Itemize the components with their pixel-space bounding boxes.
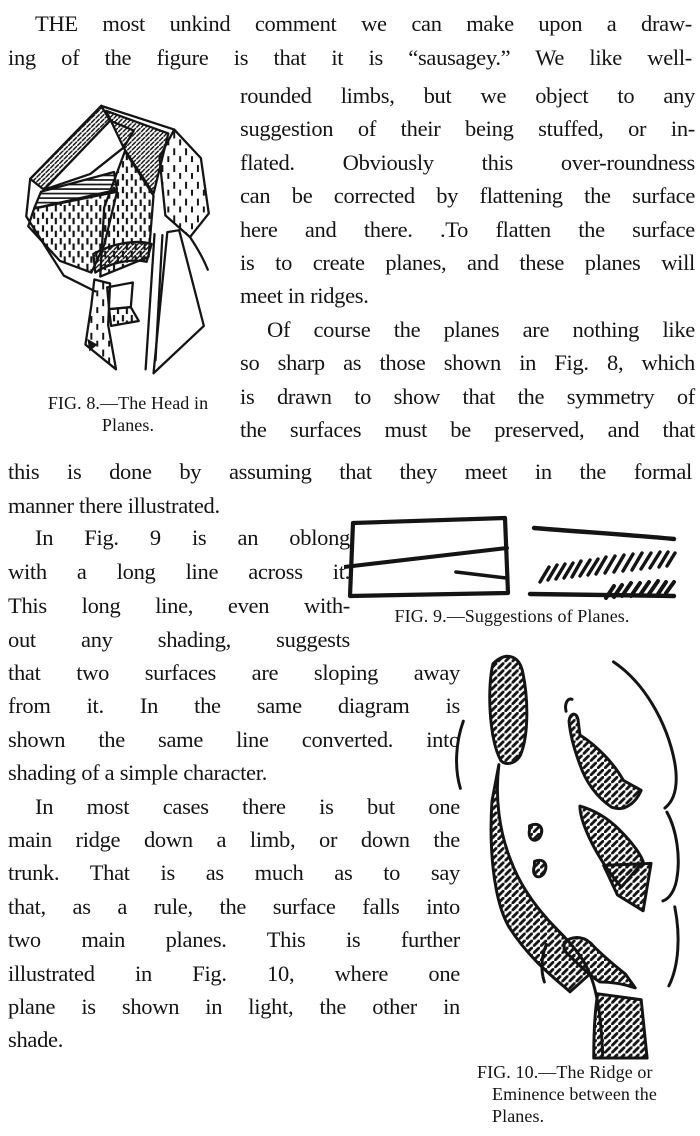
text-line: main ridge down a limb, or down the xyxy=(8,827,460,853)
text-line: can be corrected by flattening the surface xyxy=(240,183,695,209)
text-line: suggestion of their being stuffed, or in- xyxy=(240,116,695,142)
figure-8-caption xyxy=(22,392,234,436)
figure-9-caption xyxy=(346,605,678,627)
figure-9-caption-line: FIG. 9.—Suggestions of Planes. xyxy=(394,606,630,626)
fig8-head-in-planes-drawing xyxy=(4,96,232,392)
text-line: that two surfaces are sloping away xyxy=(8,660,460,685)
text-line: two main planes. This is further xyxy=(8,927,460,953)
figure-9-suggestions-of-planes xyxy=(344,506,678,602)
figure-8-head-in-planes xyxy=(4,96,232,392)
text-line: is drawn to show that the symmetry of xyxy=(240,383,695,409)
text-line: plane is shown in light, the other in xyxy=(8,994,460,1020)
text-line: meet in ridges. xyxy=(240,283,369,309)
text-line: shade. xyxy=(8,1027,64,1053)
text-line: rounded limbs, but we object to any xyxy=(240,83,695,108)
figure-10-caption-line: FIG. 10.—The Ridge or xyxy=(477,1062,653,1082)
text-line: shown the same line converted. into xyxy=(8,726,460,752)
figure-10-ridge-between-planes xyxy=(446,648,700,1060)
text-line: Of course the planes are nothing like xyxy=(267,316,695,342)
figure-10-caption-line: Planes. xyxy=(492,1106,545,1126)
text-line: This long line, even with- xyxy=(8,593,350,618)
text-line: so sharp as those shown in Fig. 8, which xyxy=(240,350,695,376)
figure-8-caption-line: Planes. xyxy=(101,415,155,435)
figure-10-caption xyxy=(477,1061,697,1127)
text-line: out any shading, suggests xyxy=(8,627,350,652)
text-line: In Fig. 9 is an oblong xyxy=(35,525,350,550)
text-line: flated. Obviously this over-roundness xyxy=(240,149,695,175)
figure-8-caption-line: FIG. 8.—The Head in xyxy=(47,393,209,413)
text-line: this is done by assuming that they meet in the formal xyxy=(8,459,692,484)
text-line: from it. In the same diagram is xyxy=(8,693,460,719)
text-line: illustrated in Fig. 10, where one xyxy=(8,960,460,986)
text-line: with a long line across it. xyxy=(8,559,350,584)
text-line: here and there. .To flatten the surface xyxy=(240,216,695,242)
paragraph-beside-fig10 xyxy=(8,656,460,1057)
text-line: shading of a simple character. xyxy=(8,760,268,786)
text-line: ing of the figure is that it is “sausagey.” We like well- xyxy=(8,45,692,70)
text-line: THE most unkind comment we can make upon a draw- xyxy=(35,11,692,36)
figure-10-caption-line: Eminence between the xyxy=(492,1084,657,1104)
paragraph-intro xyxy=(8,7,692,75)
text-line: In most cases there is but one xyxy=(35,793,460,819)
paragraph-beside-fig8 xyxy=(240,79,695,446)
text-line: is to create planes, and these planes will xyxy=(240,250,695,276)
paragraph-beside-fig9 xyxy=(8,521,350,657)
text-line: that, as a rule, the surface falls into xyxy=(8,893,460,919)
text-line: the surfaces must be preserved, and that xyxy=(240,417,695,443)
fig10-ridge-between-planes-drawing xyxy=(446,648,700,1060)
text-line: trunk. That is as much as to say xyxy=(8,860,460,886)
fig9-suggestions-of-planes-drawing xyxy=(344,506,678,602)
text-line: manner there illustrated. xyxy=(8,493,220,518)
